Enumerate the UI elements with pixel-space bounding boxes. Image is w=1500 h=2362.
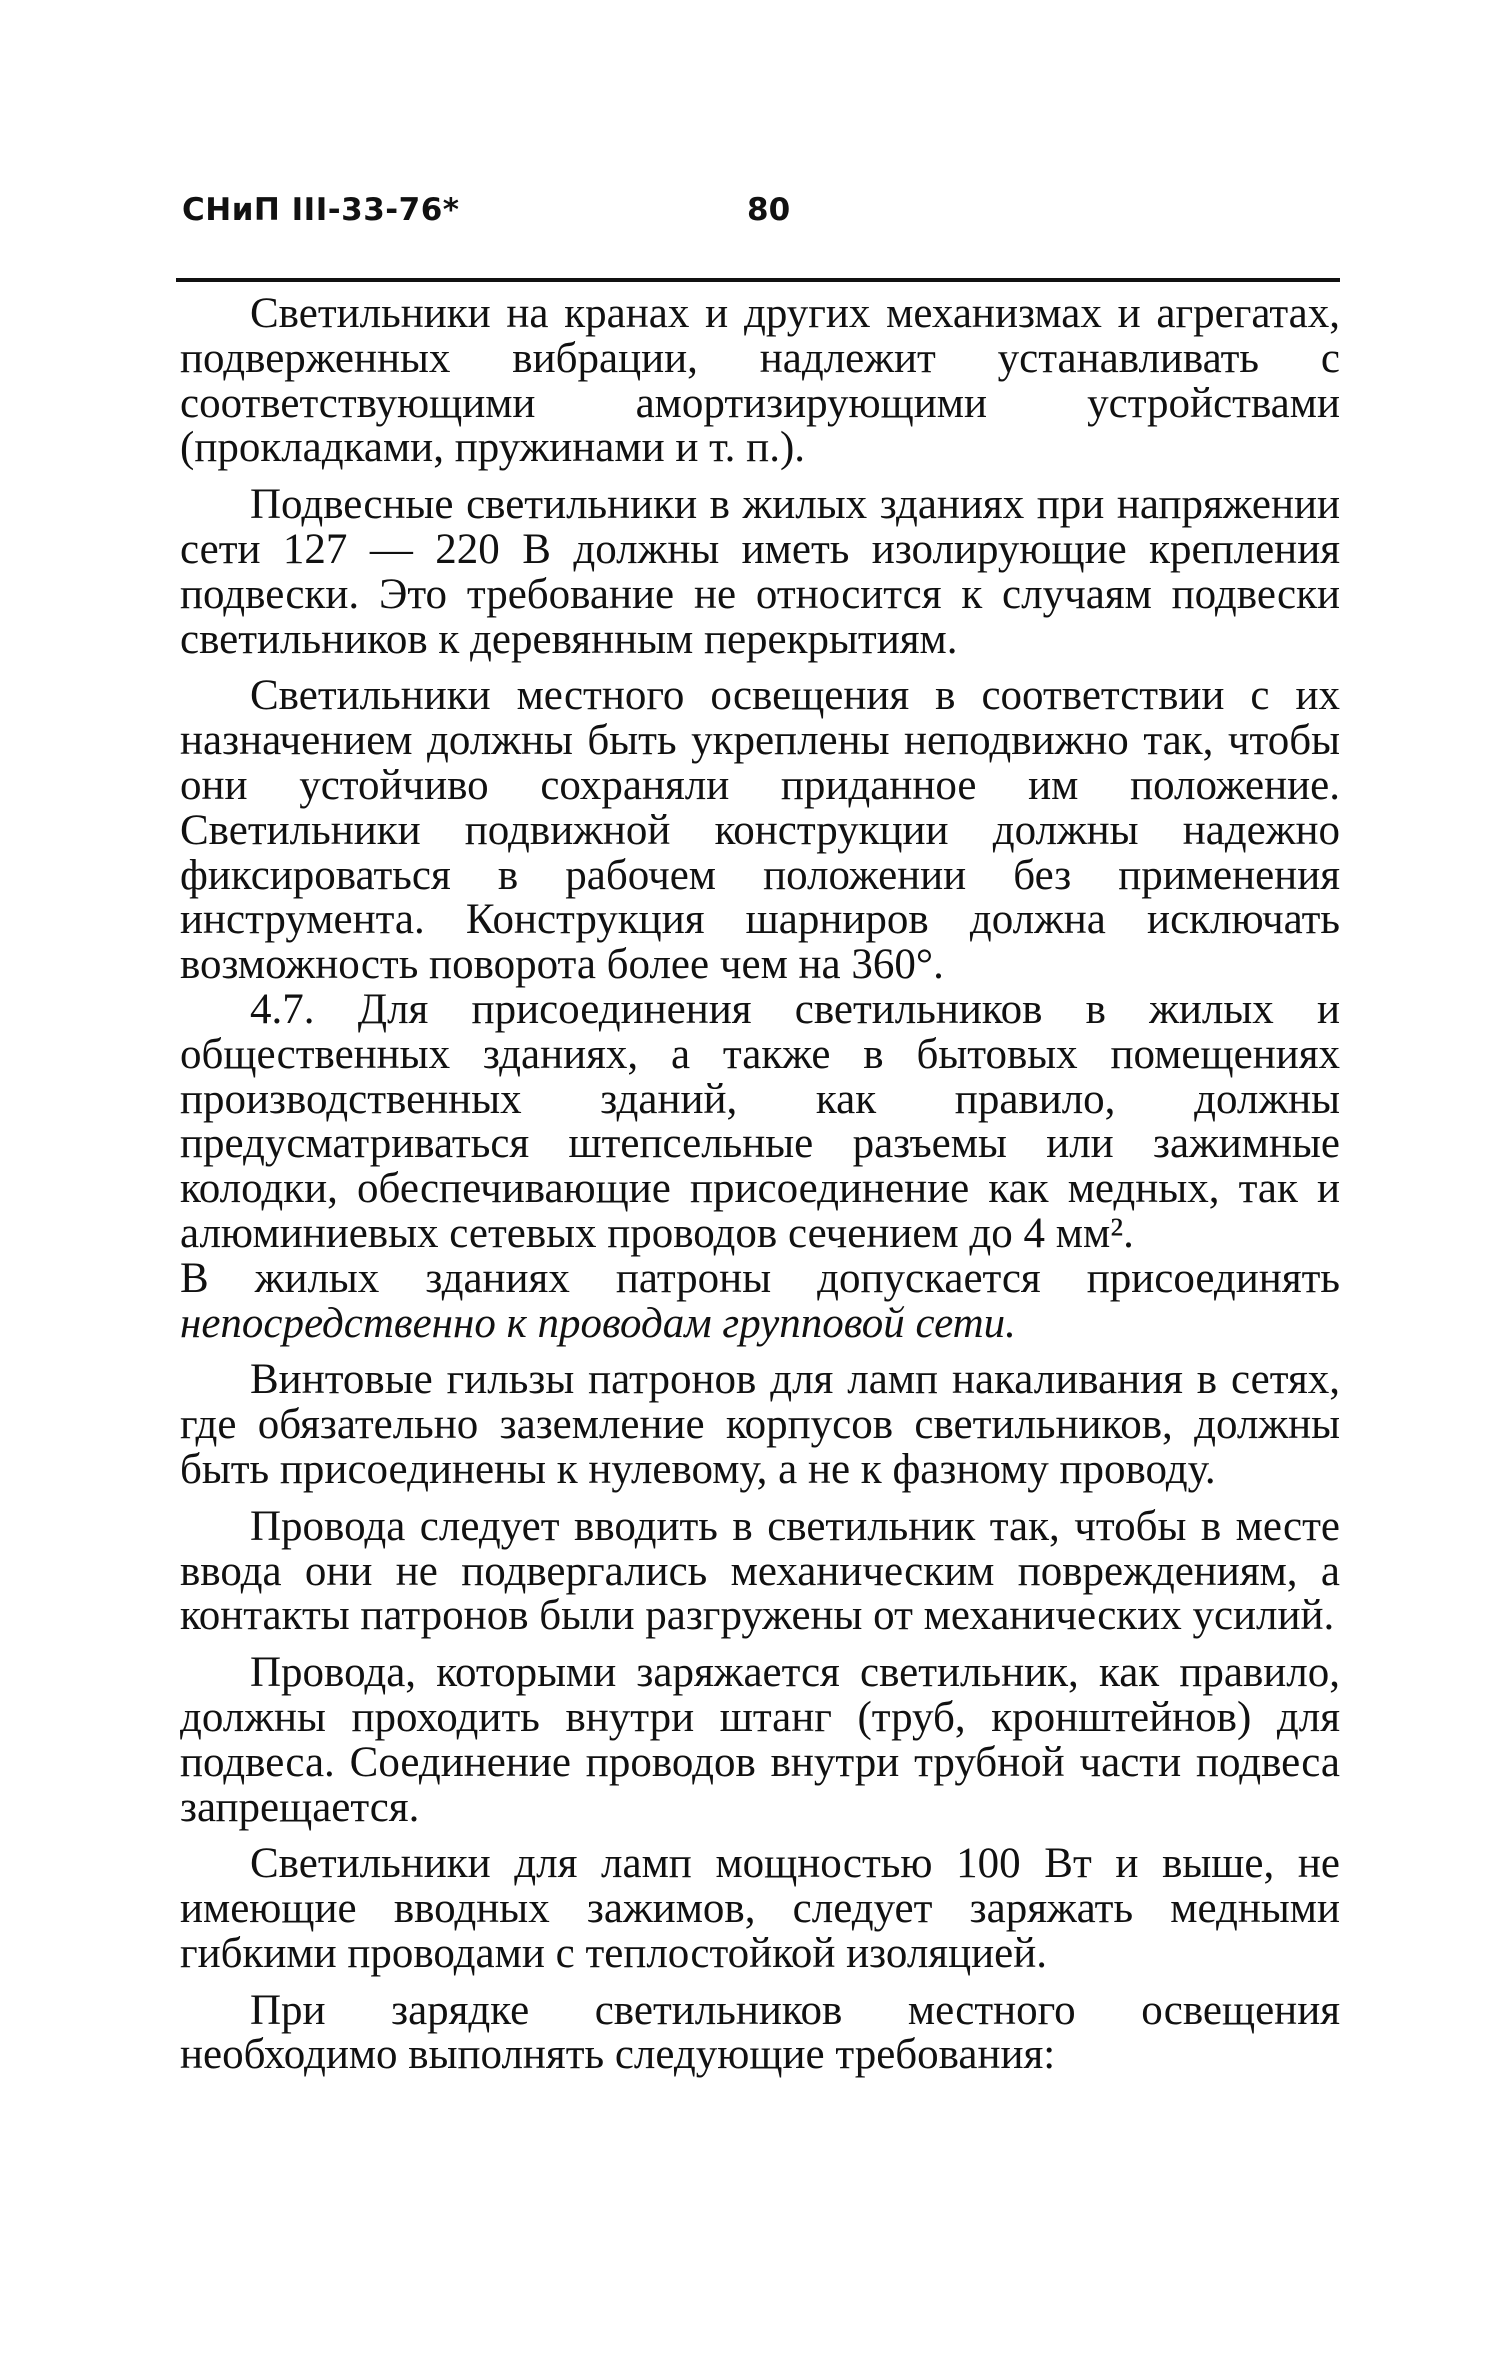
page-header	[182, 192, 1338, 252]
document-code: СНиП III-33-76*	[182, 192, 460, 228]
paragraph: Светильники для ламп мощностью 100 Вт и выше, не имеющие вводных зажимов, следует заряжать медными гибкими проводами с теплостойкой изоляцией.	[180, 1840, 1340, 1977]
paragraph: Провода, которыми заряжается светильник, как правило, должны проходить внутри штанг (труб, кронштейнов) для подвеса. Соединение проводов внутри трубной части подвеса запрещается.	[180, 1649, 1340, 1831]
paragraph: Светильники на кранах и других механизмах и агрегатах, подверженных вибрации, надлежит устанавливать с соответствующими амортизирующими устройствами (прокладками, пружинами и т. п.).	[180, 290, 1340, 472]
header-divider	[176, 278, 1340, 282]
page-number: 80	[747, 192, 791, 228]
paragraph: Винтовые гильзы патронов для ламп накаливания в сетях, где обязательно заземление корпусов светильников, должны быть присоединены к нулевому, а не к фазному проводу.	[180, 1356, 1340, 1493]
paragraph-section-4-7: 4.7. Для присоединения светильников в жилых и общественных зданиях, а также в бытовых помещениях производственных зданий, как правило, должны предусматриваться штепсельные разъемы или зажимные колодки, обеспечивающие присоединение как медных, так и алюминиевых сетевых проводов сечением до 4 мм².	[180, 985, 1340, 1257]
paragraph: Подвесные светильники в жилых зданиях при напряжении сети 127 — 220 В должны иметь изолирующие крепления подвески. Это требование не относится к случаям подвески светильников к деревянным перекрытиям.	[180, 481, 1340, 663]
paragraph-italic-text: В жилых зданиях патроны допускается присоединять непосредственно к проводам групповой сети.	[180, 1254, 1340, 1347]
paragraph: При зарядке светильников местного освещения необходимо выполнять следующие требования:	[180, 1986, 1340, 2079]
paragraph: Провода следует вводить в светильник так, чтобы в месте ввода они не подвергались механическим повреждениям, а контакты патронов были разгружены от механических усилий.	[180, 1502, 1340, 1640]
paragraph-italic-note	[180, 1254, 1340, 1347]
paragraph: Светильники местного освещения в соответствии с их назначением должны быть укреплены неподвижно так, чтобы они устойчиво сохраняли приданное им положение. Светильники подвижной конструкции должны надежно фиксироваться в рабочем положении без применения инструмента. Конструкция шарниров должна исключать возможность поворота более чем на 360°.	[180, 672, 1340, 989]
body-text	[180, 292, 1340, 2078]
